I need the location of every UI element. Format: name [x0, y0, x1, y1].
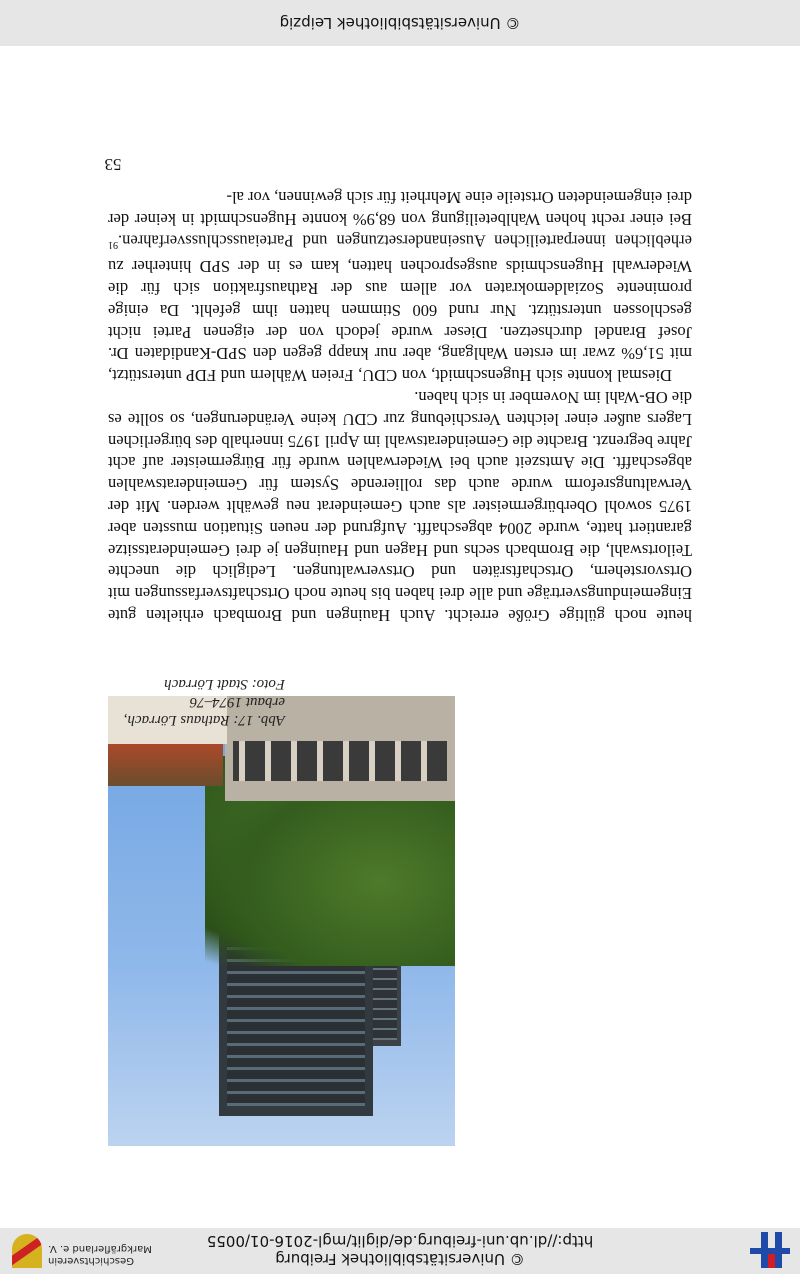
page-number: 53: [104, 155, 122, 174]
paragraph: heute noch gültige Größe erreicht. Auch Hauingen und Brombach erhielten gute Eingemeindungsverträge und alle drei haben bis heute noch Ortschaftsverfassungen mit Ortsvorstehern, Ortschaftsräten und Ortsverwaltungen. Lediglich die unechte Teilortswahl, die Brombach sechs und Hagen und Hauingen je drei Gemeinderatssitze garantiert hatte, wurde 2004 abgeschafft. Aufgrund der neuen Situation mussten aber 1975 sowohl Oberbürgermeister als auch Gemeinderat neu gewählt werden. Mit der Verwaltungsreform wurde auch das rollierende System für Gemeinderatswahlen abgeschafft. Die Amtszeit auch bei Wiederwahlen wurde für Bürgermeister auf acht Jahre begrenzt. Brachte die Gemeinderatswahl im April 1975 innerhalb des bürgerlichen Lagers außer einer leichten Verschiebung zur CDU keine Veränderungen, so sollte es die OB-Wahl im November in sich haben.: [108, 388, 692, 625]
caption-date: erbaut 1974–76: [189, 694, 285, 710]
body-text: [108, 187, 692, 626]
caption-credit: Foto: Stadt Lörrach: [164, 676, 285, 692]
footnote-ref[interactable]: 91: [108, 239, 118, 251]
figure-caption: [115, 675, 285, 729]
viewer-header-bar: [0, 1228, 800, 1274]
society-logo[interactable]: [12, 1232, 162, 1268]
footer-credit: © Universitätsbibliothek Leipzig: [279, 14, 521, 32]
permalink[interactable]: http://dl.ub.uni-freiburg.de/diglit/mgl-2016-01/0055: [206, 1232, 594, 1250]
header-credit: © Universitätsbibliothek Freiburg: [275, 1250, 525, 1268]
paragraph: Diesmal konnte sich Hugenschmidt, von CDU, Freien Wählern und FDP unterstützt, mit 51,6% zwar im ersten Wahlgang, aber nur knapp gegen den SPD-Kandidaten Dr. Josef Brandel durchsetzen. Dieser wurde jedoch von der eigenen Partei nicht geschlossen unterstützt. Nur rund 600 Stimmen hatten ihm gefehlt. Da einige prominente Sozialdemokraten vor allem aus der Rathausfraktion sich für die Wiederwahl Hugenschmids ausgesprochen hatten, kam es in der SPD hinterher zu erheblichen innerparteilichen Auseinandersetzungen und Parteiausschlussverfahren.$^{91}$ Bei einer recht hohen Wahlbeteiligung von 68,9% konnte Hugenschmidt in keiner der drei eingemeindeten Ortsteile eine Mehrheit für sich gewinnen, vor al-: [108, 188, 692, 386]
rathaus-photo: [108, 696, 455, 1146]
coat-of-arms-icon: [12, 1234, 42, 1268]
caption-title: Abb. 17: Rathaus Lörrach,: [123, 712, 285, 728]
viewer-footer-bar: [0, 0, 800, 46]
society-name: Geschichtsverein Markgräflerland e. V.: [48, 1243, 152, 1266]
